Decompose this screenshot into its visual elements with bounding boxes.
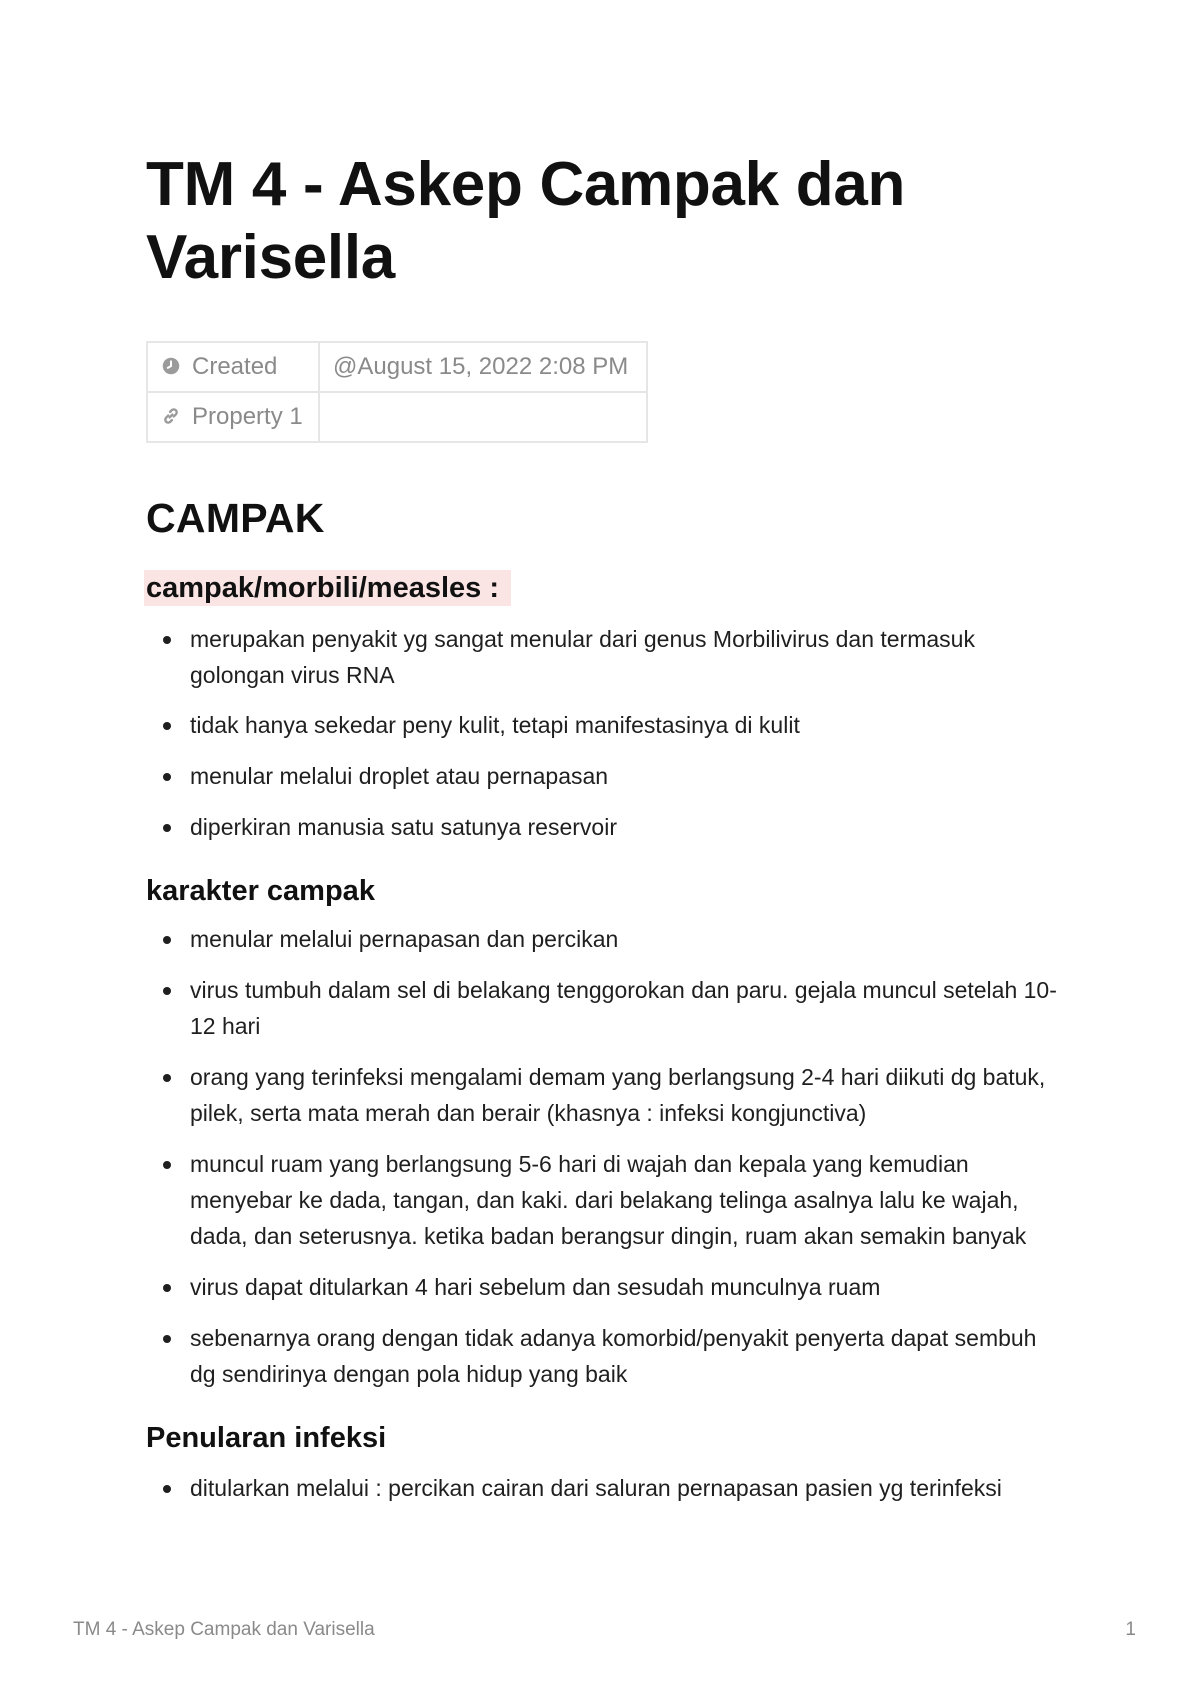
list-item: ditularkan melalui : percikan cairan dari saluran pernapasan pasien yg terinfeksi [146, 1470, 1066, 1506]
properties-table [146, 341, 648, 443]
definition-heading [146, 570, 1066, 606]
list-item: menular melalui droplet atau pernapasan [146, 758, 1066, 794]
property-value-created: @August 15, 2022 2:08 PM [319, 342, 647, 392]
characteristics-heading: karakter campak [146, 875, 375, 907]
list-item: virus tumbuh dalam sel di belakang tenggorokan dan paru. gejala muncul setelah 10-12 hari [146, 972, 1066, 1044]
list-item: orang yang terinfeksi mengalami demam yang berlangsung 2-4 hari diikuti dg batuk, pilek, serta mata merah dan berair (khasnya : infeksi kongjunctiva) [146, 1059, 1066, 1131]
list-item: menular melalui pernapasan dan percikan [146, 921, 1066, 957]
property-name-cell [147, 342, 319, 392]
list-item: virus dapat ditularkan 4 hari sebelum dan sesudah munculnya ruam [146, 1269, 1066, 1305]
characteristics-list [146, 921, 1066, 1392]
page-content [146, 148, 1066, 1506]
link-icon [160, 405, 182, 427]
list-item: diperkiran manusia satu satunya reservoir [146, 809, 1066, 845]
clock-icon [160, 355, 182, 377]
transmission-heading: Penularan infeksi [146, 1422, 387, 1454]
list-item: merupakan penyakit yg sangat menular dari genus Morbilivirus dan termasuk golongan virus RNA [146, 621, 1066, 693]
property-row-property-1 [147, 392, 647, 442]
transmission-list [146, 1470, 1066, 1506]
list-item: muncul ruam yang berlangsung 5-6 hari di wajah dan kepala yang kemudian menyebar ke dada, tangan, dan kaki. dari belakang telinga asalnya lalu ke wajah, dada, dan seterusnya. ketika badan berangsur dingin, ruam akan semakin banyak [146, 1146, 1066, 1254]
section-heading-campak: CAMPAK [146, 495, 325, 541]
property-name: Property 1 [192, 403, 303, 430]
property-name: Created [192, 353, 278, 380]
property-row-created [147, 342, 647, 392]
page-title: TM 4 - Askep Campak dan Varisella [146, 150, 906, 292]
page-number: 1 [1125, 1619, 1136, 1640]
highlighted-text: campak/morbili/measles : [144, 570, 511, 606]
property-value-property-1 [319, 392, 647, 442]
list-item: sebenarnya orang dengan tidak adanya komorbid/penyakit penyerta dapat sembuh dg sendirinya dengan pola hidup yang baik [146, 1320, 1066, 1392]
definition-list [146, 621, 1066, 845]
footer-title: TM 4 - Askep Campak dan Varisella [73, 1619, 375, 1640]
list-item: tidak hanya sekedar peny kulit, tetapi manifestasinya di kulit [146, 707, 1066, 743]
property-name-cell [147, 392, 319, 442]
